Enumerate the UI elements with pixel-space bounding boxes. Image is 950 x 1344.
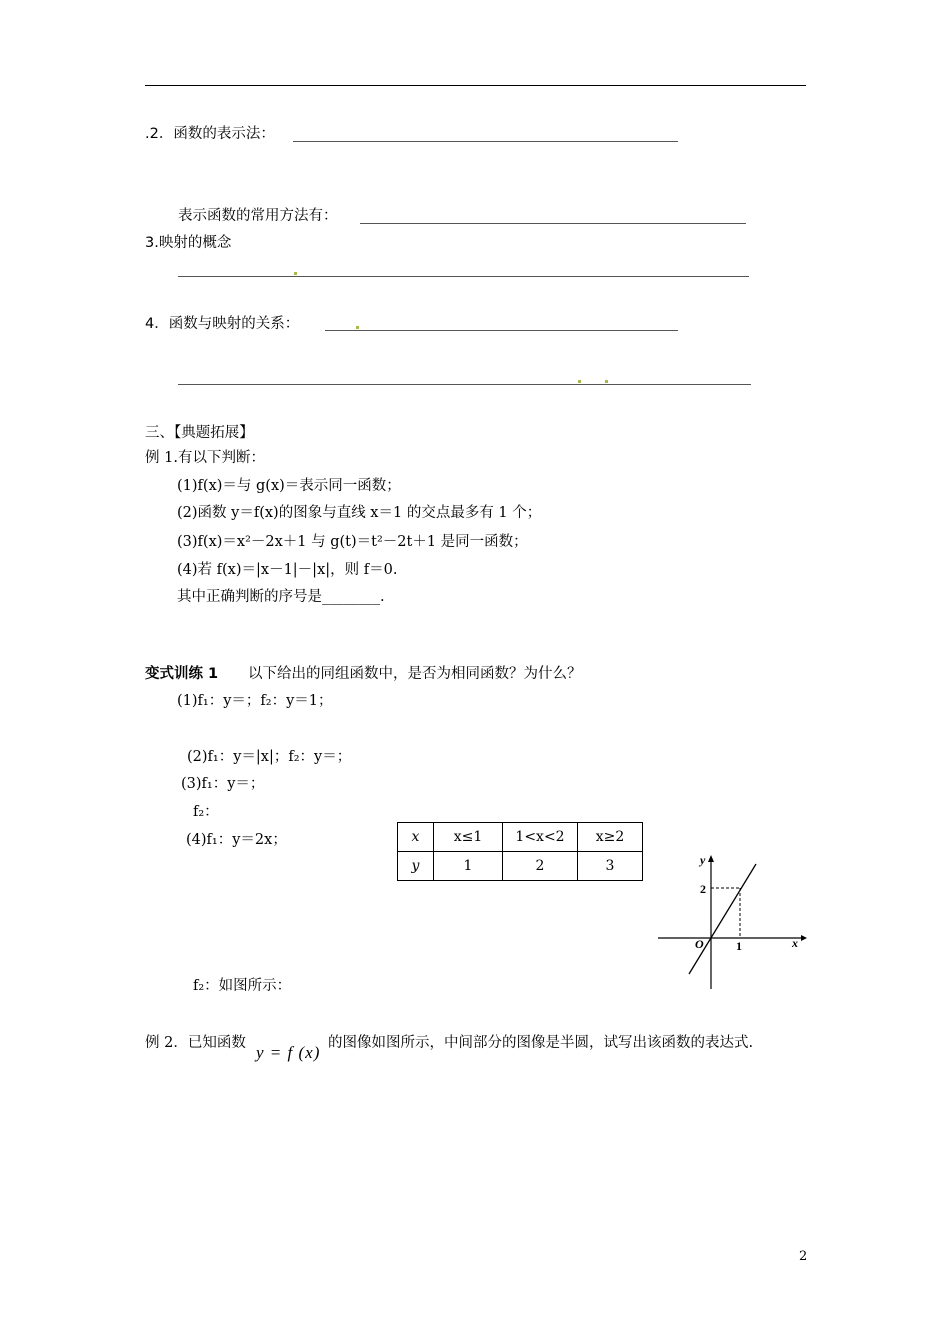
section3-title: 三、【典题拓展】 [145,425,254,441]
sec4-label: 4．函数与映射的关系： [145,316,300,332]
table-cell: x [398,823,434,852]
ex1-item-4: (4)若 f(x)＝|x－1|－|x|，则 f＝0. [177,562,398,578]
y-axis-arrow-icon [708,855,714,862]
sec4-answer-line[interactable] [325,330,678,331]
ex1-item-1: (1)f(x)＝与 g(x)＝表示同一函数； [177,478,401,494]
var1-part-2: (2)f₁：y＝|x|；f₂：y＝； [187,749,352,765]
ex2-equation: y = f (x) [256,1043,321,1062]
sec3-answer-line[interactable] [178,276,749,277]
table-cell: 1 [434,852,503,881]
sec2-sub: 表示函数的常用方法有： [178,208,338,224]
table-cell: x≥2 [578,823,643,852]
table-cell: x≤1 [434,823,503,852]
ex1-title: 例 1.有以下判断： [145,450,265,466]
y-axis-label: y [700,853,706,867]
y-tick-label: 2 [700,882,706,896]
marker-dot [578,380,581,383]
ex1-question: 其中正确判断的序号是________. [177,589,385,605]
ex1-item-3: (3)f(x)＝x²－2x＋1 与 g(t)＝t²－2t＋1 是同一函数； [177,534,528,550]
table-cell: 1<x<2 [503,823,578,852]
sec2-sub-answer-line[interactable] [360,223,746,224]
table-cell: y [398,852,434,881]
graph-line [689,864,756,974]
table-row [398,823,643,852]
table-cell: 2 [503,852,578,881]
sec4-answer-line-2[interactable] [178,384,751,385]
sec2-label: .2．函数的表示法： [145,126,275,142]
var1-part-3: (3)f₁：y＝； [181,776,265,792]
marker-dot [605,380,608,383]
value-table [397,822,643,881]
var1-prompt: 以下给出的同组函数中，是否为相同函数？为什么？ [248,666,582,682]
header-rule [145,85,806,86]
ex1-item-2: (2)函数 y＝f(x)的图象与直线 x＝1 的交点最多有 1 个； [177,505,542,521]
ex2-post: 的图像如图所示，中间部分的图像是半圆，试写出该函数的表达式. [328,1035,754,1051]
ex2-pre: 例 2．已知函数 [145,1035,246,1051]
table-row [398,852,643,881]
sec3-label: 3.映射的概念 [145,235,232,251]
x-axis-label: x [792,936,798,950]
var1-part-4-f2: f₂：如图所示： [193,978,292,994]
origin-label: O [695,937,704,951]
sec2-answer-line[interactable] [293,141,678,142]
page-number: 2 [799,1249,808,1264]
x-axis-arrow-icon [801,935,807,941]
table-cell: 3 [578,852,643,881]
marker-dot [294,272,297,275]
function-graph [655,850,807,992]
var1-title: 变式训练 1 [145,666,219,682]
var1-part-1: (1)f₁：y＝；f₂：y＝1； [177,693,333,709]
var1-part-4: (4)f₁：y＝2x； [186,832,287,848]
marker-dot [356,326,359,329]
x-tick-label: 1 [736,939,742,953]
var1-part-3-f2: f₂： [193,804,219,820]
